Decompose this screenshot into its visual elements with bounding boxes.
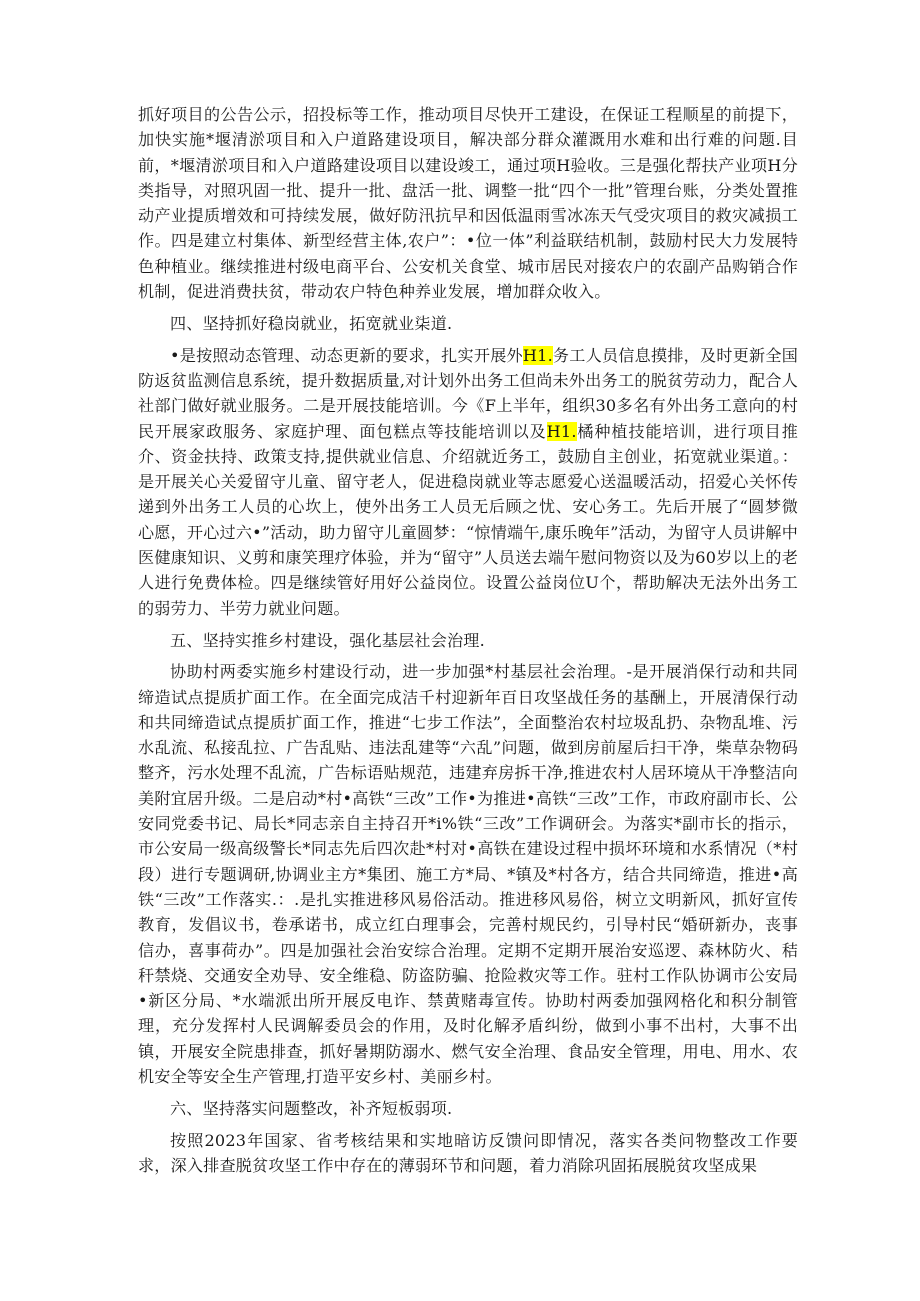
highlighted-text-1: H1. (522, 345, 553, 365)
paragraph-rural-construction: 协助村两委实施乡村建设行动，进一步加强*村基层社会治理。-是开展消保行动和共同缔造试点提质扩面工作。在全面完成洁千村迎新年百日攻坚战任务的基酬上，开展清保行动和共同缔造试点提质扩面工作，推进“七步工作法”，全面整治农村垃圾乱扔、杂物乱堆、污水乱流、私接乱拉、广告乱贴、违法乱建等“六乱”问题，做到房前屋后扫干净，柴草杂物码整齐，污水处理不乱流，广告标语贴规范，违建弃房拆干净,推进农村人居环境从干净整洁向美附宜居升级。二是启动*村•高铁“三改”工作•为推进•高铁“三改”工作，市政府副市长、公安同党委书记、局长*同志亲自主持召开*i%铁“三改”工作调研会。为落实*副市长的指示，市公安局一级高级警长*同志先后四次赴*村对•高铁在建设过程中损坏环境和水系情况（*村段）进行专题调研,协调业主方*集团、施工方*局、*镇及*村各方，结合共同缔造，推进•高铁“三改”工作落实.：.是扎实推进移风易俗活动。推进移风易俗，树立文明新风，抓好宣传教育，发倡议书，卷承诺书，成立红白理事会，完善村规民约，引导村民“婚研新办，丧事信办，喜事荷办”。四是加强社会治安综合治理。定期不定期开展治安巡逻、森林防火、秸秆禁烧、交通安全劝导、安全维稳、防盗防骗、抢险救灾等工作。驻村工作队协调市公安局•新区分局、*水端派出所开展反电诈、禁黄赌毒宣传。协助村两委加强网格化和积分制管理，充分发挥村人民调解委员会的作用，及时化解矛盾纠纷，做到小事不出村，大事不出镇，开展安全院患排查，抓好暑期防溺水、燃气安全治理、食品安全管理，用电、用水、农机安全等安全生产管理,打造平安乡村、美丽乡村。 (138, 662, 798, 1086)
section-heading-rectification: 六、坚持落实问题整改，补齐短板弱项. (170, 1099, 453, 1119)
document-body (138, 102, 798, 1185)
paragraph-employment (138, 343, 798, 621)
paragraph-rectification: 按照2023年国家、省考核结果和实地暗访反馈问即情况，落实各类问物整改工作要求，深入排查脱贫攻坚工作中存在的薄弱环节和问题，着力消除巩固拓展脱贫攻坚成果 (138, 1130, 798, 1175)
paragraph-employment-text-3: 橘种植技能培训，进行项目推介、资金扶持、政策支持,提供就业信息、介绍就近务工，鼓励自主创业，拓宽就业渠道。：是开展关心关爱留守儿童、留守老人，促进稳岗就业等志愿爱心送温暖活动，招爱心关怀传递到外出务工人员的心坎上，使外出务工人员无后顾之忧、安心务工。先后开展了“圆梦微心愿，开心过六•”活动，助力留守儿童圆梦：“惊情端午,康乐晚年”活动，为留守人员讲解中医健康知识、义剪和康笑理疗体验，并为“留守”人员送去端午慰问物资以及为60岁以上的老人进行免费体检。四是继续管好用好公益岗位。设置公益岗位U个，帮助解决无法外出务工的弱劳力、半劳力就业问题。 (138, 421, 798, 618)
paragraph-employment-text-1: •是按照动态管理、动态更新的要求，扎实开展外 (170, 345, 523, 365)
paragraph-employment-text-2: 务工人员信息摸排，及时更新全国防返贫监测信息系统，提升数据质量,对计划外出务工但尚未外出务工的脱贫劳动力，配合人社部门做好就业服务。二是开展技能培训。今《F上半年，组织30多名有外出务工意向的村民开展家政服务、家庭护理、面包糕点等技能培训以及 (138, 345, 798, 441)
section-heading-rural-construction: 五、坚持实推乡村建设，强化基层社会治理. (170, 630, 485, 650)
highlighted-text-2: H1. (546, 421, 577, 441)
paragraph-project-work: 抓好项目的公告公示，招投标等工作，推动项目尽快开工建设，在保证工程顺星的前提下，加快实施*堰清淤项目和入户道路建设项目，解决部分群众灌溉用水难和出行难的问题.目前，*堰清淤项目和入户道路建设项目以建设竣工，通过项H验收。三是强化帮扶产业项H分类指导，对照巩固一批、提升一批、盘活一批、调整一批“四个一批”管理台账，分类处置推动产业提质增效和可持续发展，做好防汛抗早和因低温雨雪冰冻天气受灾项目的救灾减损工作。四是建立村集体、新型经营主体,农户”：•位一体”利益联结机制，鼓励村民大力发展特色种植业。继续推进村级电商平台、公安机关食堂、城市居民对接农户的农副产品购销合作机制，促进消费扶贫，带动农户特色种养业发展，增加群众收入。 (138, 105, 798, 302)
section-heading-employment: 四、坚持抓好稳岗就业，拓宽就业柒道. (170, 314, 453, 334)
